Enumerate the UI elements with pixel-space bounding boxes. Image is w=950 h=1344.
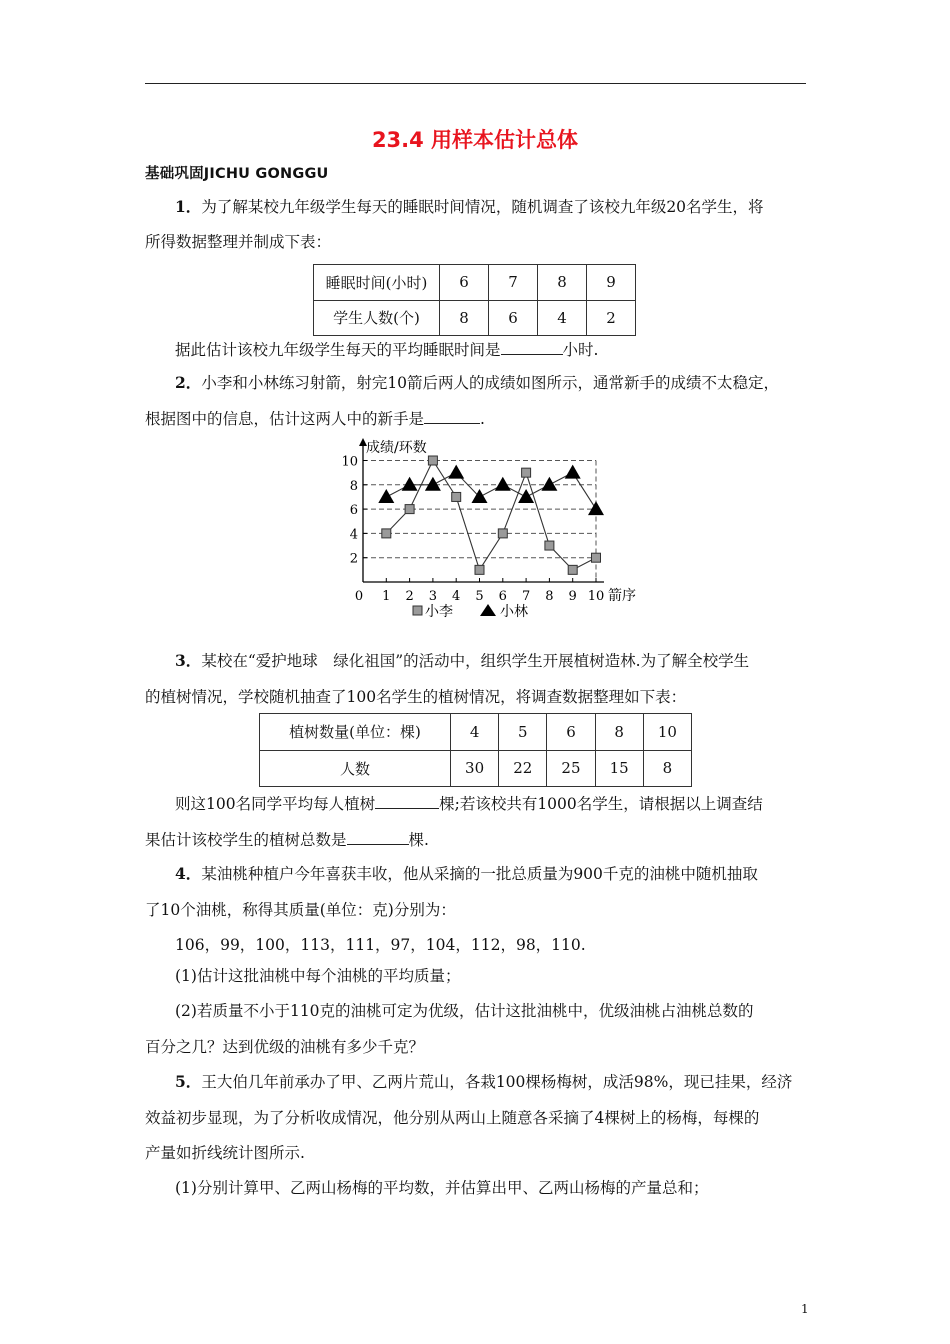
y-tick-label: 6 bbox=[349, 503, 358, 519]
x-tick-label: 3 bbox=[428, 589, 438, 604]
q3-text-1: 某校在“爱护地球 绿化祖国”的活动中，组织学生开展植树造林.为了解全校学生 bbox=[201, 652, 750, 670]
q3-answer-text-1: 则这100名同学平均每人植树 bbox=[175, 795, 376, 813]
q2-line-2 bbox=[145, 409, 807, 429]
y-tick-label: 10 bbox=[341, 454, 358, 470]
q1-line-2: 所得数据整理并制成下表： bbox=[145, 233, 332, 251]
data-point-square bbox=[498, 529, 507, 538]
x-axis-label: 箭序 bbox=[608, 588, 636, 604]
x-tick-label: 7 bbox=[521, 589, 531, 604]
table-cell: 6 bbox=[547, 714, 595, 751]
data-point-square bbox=[545, 541, 554, 550]
page-title: 23.4 用样本估计总体 bbox=[371, 128, 579, 152]
score-line-chart bbox=[340, 436, 650, 626]
data-point-triangle bbox=[448, 465, 464, 479]
table-cell: 6 bbox=[489, 300, 538, 336]
table-cell: 9 bbox=[587, 265, 636, 301]
q5-line-1: 5．王大伯几年前承办了甲、乙两片荒山，各栽100棵杨梅树，成活98%，现已挂果，经济 bbox=[175, 1072, 793, 1091]
q5-number: 5 bbox=[175, 1072, 186, 1091]
q4-sub-1: (1)估计这批油桃中每个油桃的平均质量； bbox=[175, 967, 461, 985]
q2-text-2: 根据图中的信息，估计这两人中的新手是 bbox=[145, 410, 425, 428]
q3-line-2: 的植树情况，学校随机抽查了100名学生的植树情况，将调查数据整理如下表： bbox=[145, 688, 687, 706]
x-tick-label: 6 bbox=[498, 589, 507, 604]
header-rule bbox=[145, 83, 806, 84]
table-cell: 10 bbox=[643, 714, 691, 751]
table-cell: 30 bbox=[451, 750, 499, 787]
q2-number: 2 bbox=[175, 373, 186, 392]
data-point-square bbox=[568, 565, 577, 574]
q4-sub-2-cont: 百分之几？达到优级的油桃有多少千克？ bbox=[145, 1038, 425, 1056]
x-tick-label: 4 bbox=[452, 589, 461, 604]
data-point-square bbox=[522, 468, 531, 477]
table-cell: 25 bbox=[547, 750, 595, 787]
table-header-cell: 植树数量(单位：棵) bbox=[260, 714, 451, 751]
data-point-square bbox=[592, 553, 601, 562]
q4-line-1: 4．某油桃种植户今年喜获丰收，他从采摘的一批总质量为900千克的油桃中随机抽取 bbox=[175, 864, 758, 883]
data-point-triangle bbox=[402, 477, 418, 491]
x-tick-label: 9 bbox=[568, 589, 577, 604]
q5-text-1: 王大伯几年前承办了甲、乙两片荒山，各栽100棵杨梅树，成活98%，现已挂果，经济 bbox=[201, 1073, 793, 1091]
table-row bbox=[260, 750, 692, 787]
table-row bbox=[314, 265, 636, 301]
data-point-square bbox=[475, 565, 484, 574]
q4-line-2: 了10个油桃，称得其质量(单位：克)分别为： bbox=[145, 901, 456, 919]
answer-blank bbox=[375, 794, 439, 809]
data-point-triangle bbox=[588, 501, 604, 515]
table-row bbox=[314, 300, 636, 336]
x-tick-label: 8 bbox=[545, 589, 554, 604]
x-tick-label: 1 bbox=[382, 589, 391, 604]
table-cell: 8 bbox=[595, 714, 643, 751]
q4-text-1: 某油桃种植户今年喜获丰收，他从采摘的一批总质量为900千克的油桃中随机抽取 bbox=[201, 865, 758, 883]
y-tick-label: 8 bbox=[349, 478, 358, 494]
table-cell: 8 bbox=[643, 750, 691, 787]
table-row bbox=[260, 714, 692, 751]
y-tick-label: 2 bbox=[349, 551, 358, 567]
data-point-square bbox=[382, 529, 391, 538]
q2-line-1: 2．小李和小林练习射箭，射完10箭后两人的成绩如图所示，通常新手的成绩不太稳定， bbox=[175, 373, 780, 392]
q1-answer-unit: 小时. bbox=[562, 341, 599, 359]
page-number: 1 bbox=[801, 1302, 809, 1316]
q4-values: 106，99，100，113，111，97，104，112，98，110. bbox=[175, 936, 586, 954]
table-cell: 22 bbox=[499, 750, 547, 787]
y-tick-label: 4 bbox=[349, 527, 358, 543]
x-tick-label: 0 bbox=[354, 589, 364, 604]
table-cell: 8 bbox=[440, 300, 489, 336]
answer-blank bbox=[347, 830, 409, 845]
table-cell: 5 bbox=[499, 714, 547, 751]
table-cell: 2 bbox=[587, 300, 636, 336]
answer-blank bbox=[501, 340, 563, 355]
legend-label: 小林 bbox=[500, 604, 528, 620]
q3-answer-text-4: 棵. bbox=[408, 831, 429, 849]
sleep-table bbox=[313, 264, 636, 336]
table-cell: 4 bbox=[538, 300, 587, 336]
q3-answer-line-1 bbox=[175, 794, 807, 814]
y-axis-label: 成绩/环数 bbox=[366, 440, 427, 456]
q4-sub-2: (2)若质量不小于110克的油桃可定为优级，估计这批油桃中，优级油桃占油桃总数的 bbox=[175, 1002, 754, 1020]
table-header-cell: 学生人数(个) bbox=[314, 300, 440, 336]
data-point-square bbox=[428, 456, 437, 465]
legend-triangle-icon bbox=[480, 604, 496, 616]
x-tick-label: 5 bbox=[475, 589, 484, 604]
table-cell: 7 bbox=[489, 265, 538, 301]
data-point-triangle bbox=[541, 477, 557, 491]
q5-line-2: 效益初步显现，为了分析收成情况，他分别从两山上随意各采摘了4棵树上的杨梅，每棵的 bbox=[145, 1109, 760, 1127]
q3-line-1: 3．某校在“爱护地球 绿化祖国”的活动中，组织学生开展植树造林.为了解全校学生 bbox=[175, 651, 750, 670]
q2-period: . bbox=[480, 410, 485, 428]
q3-answer-text-2: 棵;若该校共有1000名学生，请根据以上调查结 bbox=[439, 795, 763, 813]
q2-text-1: 小李和小林练习射箭，射完10箭后两人的成绩如图所示，通常新手的成绩不太稳定， bbox=[201, 374, 780, 392]
table-cell: 6 bbox=[440, 265, 489, 301]
table-cell: 15 bbox=[595, 750, 643, 787]
legend-label: 小李 bbox=[425, 604, 453, 620]
x-tick-label: 10 bbox=[587, 589, 605, 604]
q1-answer-text: 据此估计该校九年级学生每天的平均睡眠时间是 bbox=[175, 341, 501, 359]
data-point-triangle bbox=[495, 477, 511, 491]
data-point-triangle bbox=[425, 477, 441, 491]
q1-text-1: 为了解某校九年级学生每天的睡眠时间情况，随机调查了该校九年级20名学生，将 bbox=[201, 198, 764, 216]
data-point-square bbox=[405, 505, 414, 514]
data-point-triangle bbox=[378, 489, 394, 503]
q1-number: 1 bbox=[175, 197, 186, 216]
table-cell: 4 bbox=[451, 714, 499, 751]
x-tick-label: 2 bbox=[405, 589, 414, 604]
answer-blank bbox=[424, 409, 480, 424]
table-header-cell: 人数 bbox=[260, 750, 451, 787]
q3-answer-line-2 bbox=[145, 830, 807, 850]
q1-line-1: 1．为了解某校九年级学生每天的睡眠时间情况，随机调查了该校九年级20名学生，将 bbox=[175, 197, 764, 216]
q1-answer-line bbox=[175, 340, 807, 360]
table-cell: 8 bbox=[538, 265, 587, 301]
tree-table bbox=[259, 713, 692, 787]
table-header-cell: 睡眠时间(小时) bbox=[314, 265, 440, 301]
legend-square-icon bbox=[413, 606, 422, 615]
q3-number: 3 bbox=[175, 651, 186, 670]
data-point-square bbox=[452, 492, 461, 501]
q3-answer-text-3: 果估计该校学生的植树总数是 bbox=[145, 831, 347, 849]
q5-line-3: 产量如折线统计图所示. bbox=[145, 1144, 305, 1162]
section-heading: 基础巩固JICHU GONGGU bbox=[145, 166, 329, 182]
q5-sub-1: (1)分别计算甲、乙两山杨梅的平均数，并估算出甲、乙两山杨梅的产量总和； bbox=[175, 1179, 709, 1197]
data-point-triangle bbox=[565, 465, 581, 479]
q4-number: 4 bbox=[175, 864, 186, 883]
